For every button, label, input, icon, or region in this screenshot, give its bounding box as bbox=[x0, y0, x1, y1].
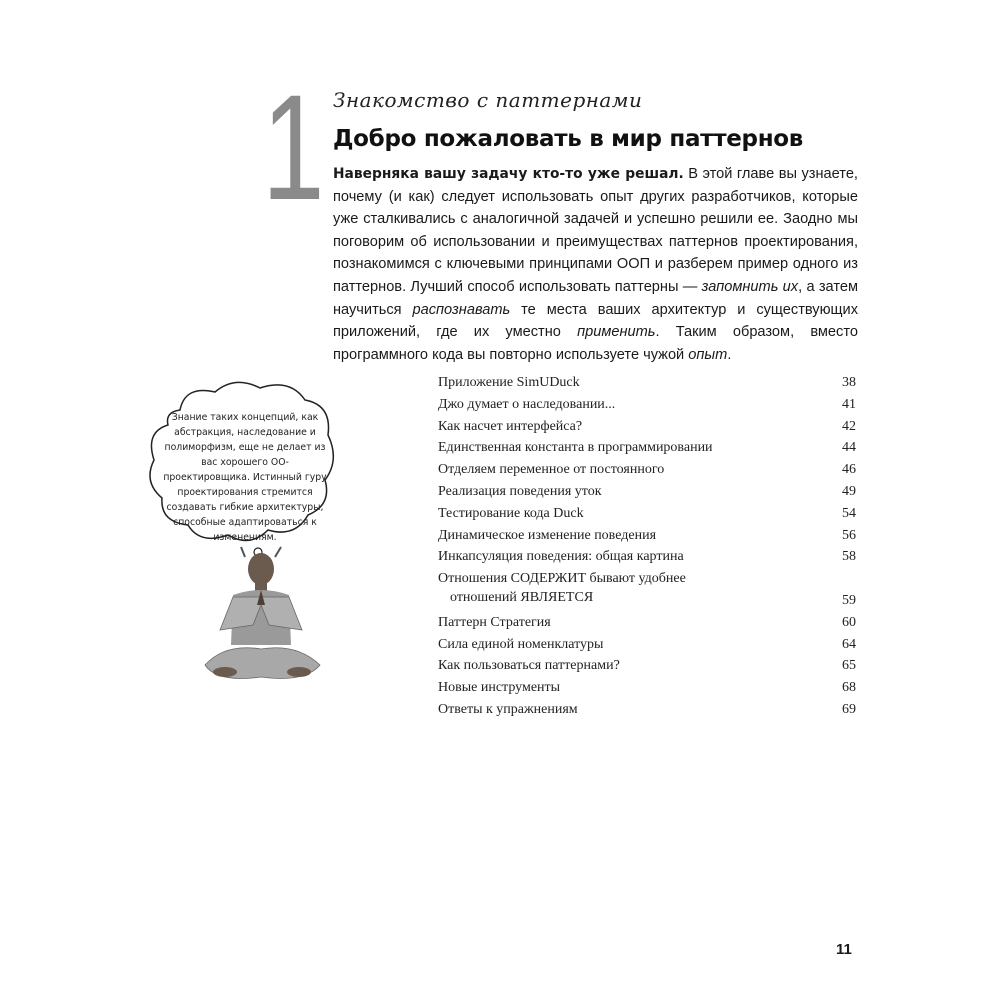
toc-page: 49 bbox=[842, 483, 856, 499]
toc-label-line1: Отношения СОДЕРЖИТ бывают удобнее bbox=[438, 571, 686, 587]
toc-item[interactable] bbox=[438, 459, 856, 481]
toc-label: Инкапсуляция поведения: общая картина bbox=[438, 549, 684, 565]
toc-item[interactable] bbox=[438, 394, 856, 416]
toc-page: 46 bbox=[842, 462, 856, 478]
toc-item[interactable] bbox=[438, 416, 856, 438]
intro-emphasis: запомнить их bbox=[701, 278, 799, 295]
intro-emphasis: применить bbox=[577, 324, 656, 341]
toc-label: Новые инструменты bbox=[438, 680, 561, 696]
meditating-person-image bbox=[195, 545, 330, 690]
toc-page: 64 bbox=[842, 636, 856, 652]
toc-label: Как пользоваться паттернами? bbox=[438, 658, 620, 674]
toc-item[interactable] bbox=[438, 699, 856, 721]
intro-text: , а затем научиться bbox=[333, 278, 859, 318]
toc-item[interactable] bbox=[438, 634, 856, 656]
chapter-subtitle: Знакомство с паттернами bbox=[333, 88, 643, 112]
toc-page: 38 bbox=[842, 375, 856, 390]
toc-item[interactable] bbox=[438, 568, 856, 612]
intro-emphasis: распознавать bbox=[412, 301, 511, 318]
toc-label: Как насчет интерфейса? bbox=[438, 418, 583, 434]
intro-text: В этой главе вы узнаете, почему (и как) следует использовать опыт других разработчиков, которые уже сталкивались с аналогичной задачей и успешно решили ее. Заодно мы поговорим об использовании и преимуществах паттернов проектирования, познакомимся с ключевыми принципами ООП и разберем пример одного из паттернов. Лучший способ использовать паттерны — bbox=[333, 166, 858, 295]
intro-lead: Наверняка вашу задачу кто-то уже решал. bbox=[333, 166, 684, 182]
toc-page: 68 bbox=[842, 680, 856, 696]
toc-label: Сила единой номенклатуры bbox=[438, 636, 604, 652]
table-of-contents bbox=[438, 372, 856, 721]
toc-label: Динамическое изменение поведения bbox=[438, 527, 657, 543]
toc-item[interactable] bbox=[438, 677, 856, 699]
toc-page: 41 bbox=[842, 396, 856, 412]
toc-item[interactable] bbox=[438, 546, 856, 568]
page-number: 11 bbox=[836, 941, 852, 958]
intro-text: те места ваших архитектур и существующих приложений, где их уместно bbox=[333, 301, 859, 341]
toc-item[interactable] bbox=[438, 525, 856, 547]
toc-label: Приложение SimUDuck bbox=[438, 375, 580, 390]
toc-page: 65 bbox=[842, 658, 856, 674]
intro-text: . bbox=[727, 346, 732, 363]
toc-label: Тестирование кода Duck bbox=[438, 505, 584, 521]
toc-label: Джо думает о наследовании... bbox=[438, 396, 616, 412]
toc-page: 69 bbox=[842, 701, 856, 717]
toc-label: Отделяем переменное от постоянного bbox=[438, 462, 665, 478]
intro-paragraph bbox=[333, 163, 858, 366]
toc-label: Реализация поведения уток bbox=[438, 483, 602, 499]
toc-label: Паттерн Стратегия bbox=[438, 614, 551, 630]
toc-page: 42 bbox=[842, 418, 856, 434]
toc-page: 60 bbox=[842, 614, 856, 630]
toc-item[interactable] bbox=[438, 481, 856, 503]
toc-item[interactable] bbox=[438, 372, 856, 394]
toc-label bbox=[438, 568, 686, 612]
toc-page: 44 bbox=[842, 440, 856, 456]
toc-page: 59 bbox=[842, 592, 856, 608]
toc-label: Ответы к упражнениям bbox=[438, 701, 578, 717]
toc-item[interactable] bbox=[438, 612, 856, 634]
intro-emphasis: опыт bbox=[688, 346, 728, 363]
toc-item[interactable] bbox=[438, 503, 856, 525]
toc-item[interactable] bbox=[438, 655, 856, 677]
toc-label-line2: отношений ЯВЛЯЕТСЯ bbox=[450, 590, 594, 606]
toc-page: 56 bbox=[842, 527, 856, 543]
toc-page: 54 bbox=[842, 505, 856, 521]
toc-page: 58 bbox=[842, 549, 856, 565]
toc-label: Единственная константа в программировании bbox=[438, 440, 713, 456]
chapter-title: Добро пожаловать в мир паттернов bbox=[333, 126, 804, 152]
thought-bubble-text: Знание таких концепций, как абстракция, наследование и полиморфизм, еще не делает из вас хорошего ОО-проектировщика. Истинный гуру проектирования стремится создавать гибкие архитектуры, способные адаптироваться к изменениям. bbox=[163, 412, 327, 543]
chapter-number: 1 bbox=[262, 63, 325, 231]
toc-item[interactable] bbox=[438, 437, 856, 459]
intro-text: . Таким образом, вместо программного кода вы повторно используете чужой bbox=[333, 324, 858, 363]
